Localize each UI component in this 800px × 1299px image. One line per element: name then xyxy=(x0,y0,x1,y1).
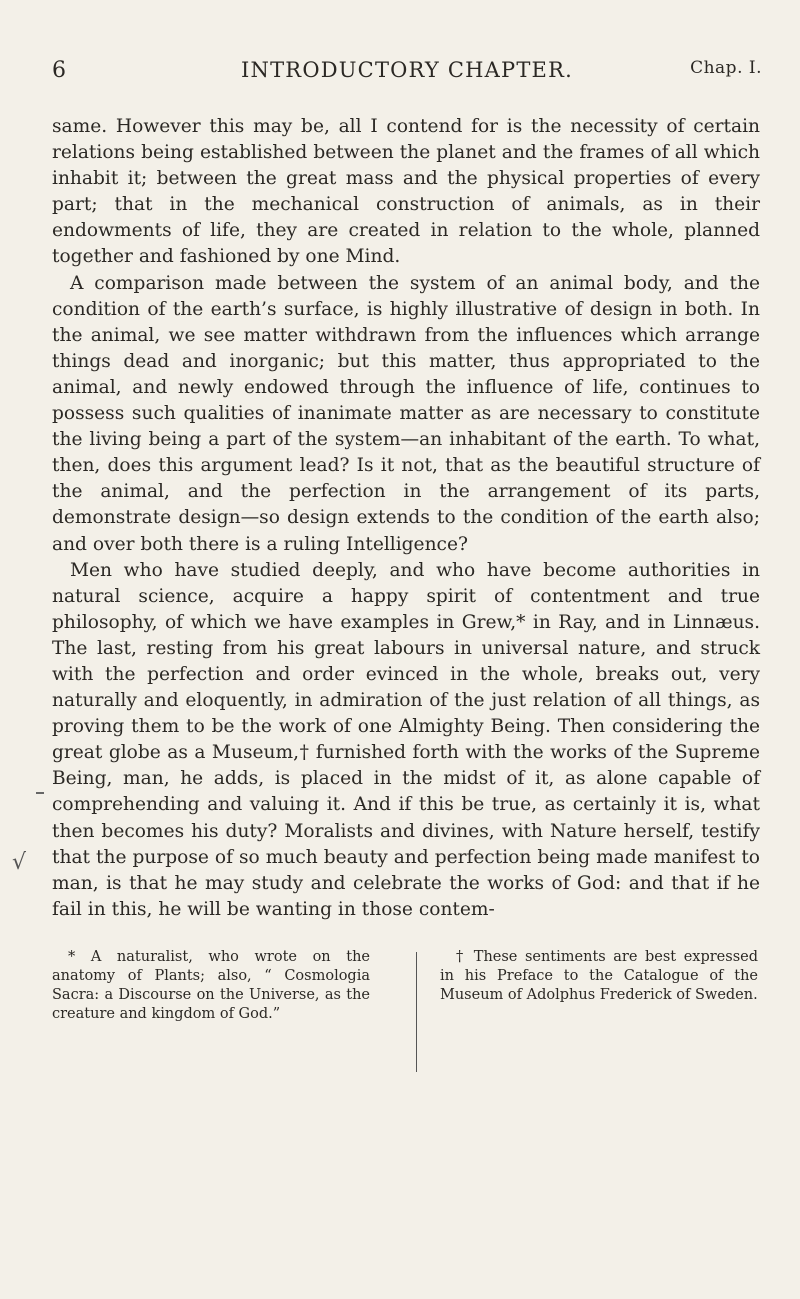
chapter-label: Chap. I. xyxy=(690,58,762,78)
running-header xyxy=(52,58,762,88)
main-text xyxy=(52,114,760,923)
paragraph: same. However this may be, all I contend for is the necessity of certain relations being established between the planet and the frames of all which inhabit it; between the great mass and the physical properties of every part; that in the mechanical construction of animals, as in their endowments of life, they are created in relation to the whole, planned together and fashioned by one Mind. xyxy=(52,116,760,268)
page-number: 6 xyxy=(52,58,67,83)
paragraph: Men who have studied deeply, and who have become authorities in natural science, acquire a happy spirit of contentment and true philosophy, of which we have examples in Grew,* in Ray, and in Linnæus. The last, resting from his great labours in universal nature, and struck with the perfection and order evinced in the whole, breaks out, very naturally and eloquently, in admiration of the just relation of all things, as proving them to be the work of one Almighty Being. Then considering the great globe as a Museum,† furnished forth with the works of the Supreme Being, man, he adds, is placed in the midst of it, as alone capable of comprehending and valuing it. And if this be true, as certainly it is, what then becomes his duty? Moralists and divines, with Nature herself, testify that the purpose of so much beauty and perfection being made manifest to man, is that he may study and celebrate the works of God: and that if he fail in this, he will be wanting in those contem- xyxy=(52,559,760,920)
running-title: INTRODUCTORY CHAPTER. xyxy=(241,58,573,82)
margin-check-mark: √ xyxy=(12,850,27,875)
margin-dash-mark xyxy=(36,792,44,794)
footnote-divider xyxy=(416,952,417,1072)
footnote-right: † These sentiments are best expressed in his Preface to the Catalogue of the Museum of Adolphus Frederick of Sweden. xyxy=(440,949,758,1003)
footnotes xyxy=(52,948,760,1068)
footnote-left: * A naturalist, who wrote on the anatomy of Plants; also, “ Cosmologia Sacra: a Discourse on the Universe, as the creature and kingdom of God.” xyxy=(52,949,370,1022)
paragraph: A comparison made between the system of an animal body, and the condition of the earth’s surface, is highly illustrative of design in both. In the animal, we see matter withdrawn from the influences which arrange things dead and inorganic; but this matter, thus appropriated to the animal, and newly endowed through the influence of life, continues to possess such qualities of inanimate matter as are necessary to constitute the living being a part of the system—an inhabitant of the earth. To what, then, does this argument lead? Is it not, that as the beautiful structure of the animal, and the perfection in the arrangement of its parts, demonstrate design—so design extends to the condition of the earth also; and over both there is a ruling Intelligence? xyxy=(52,272,760,555)
